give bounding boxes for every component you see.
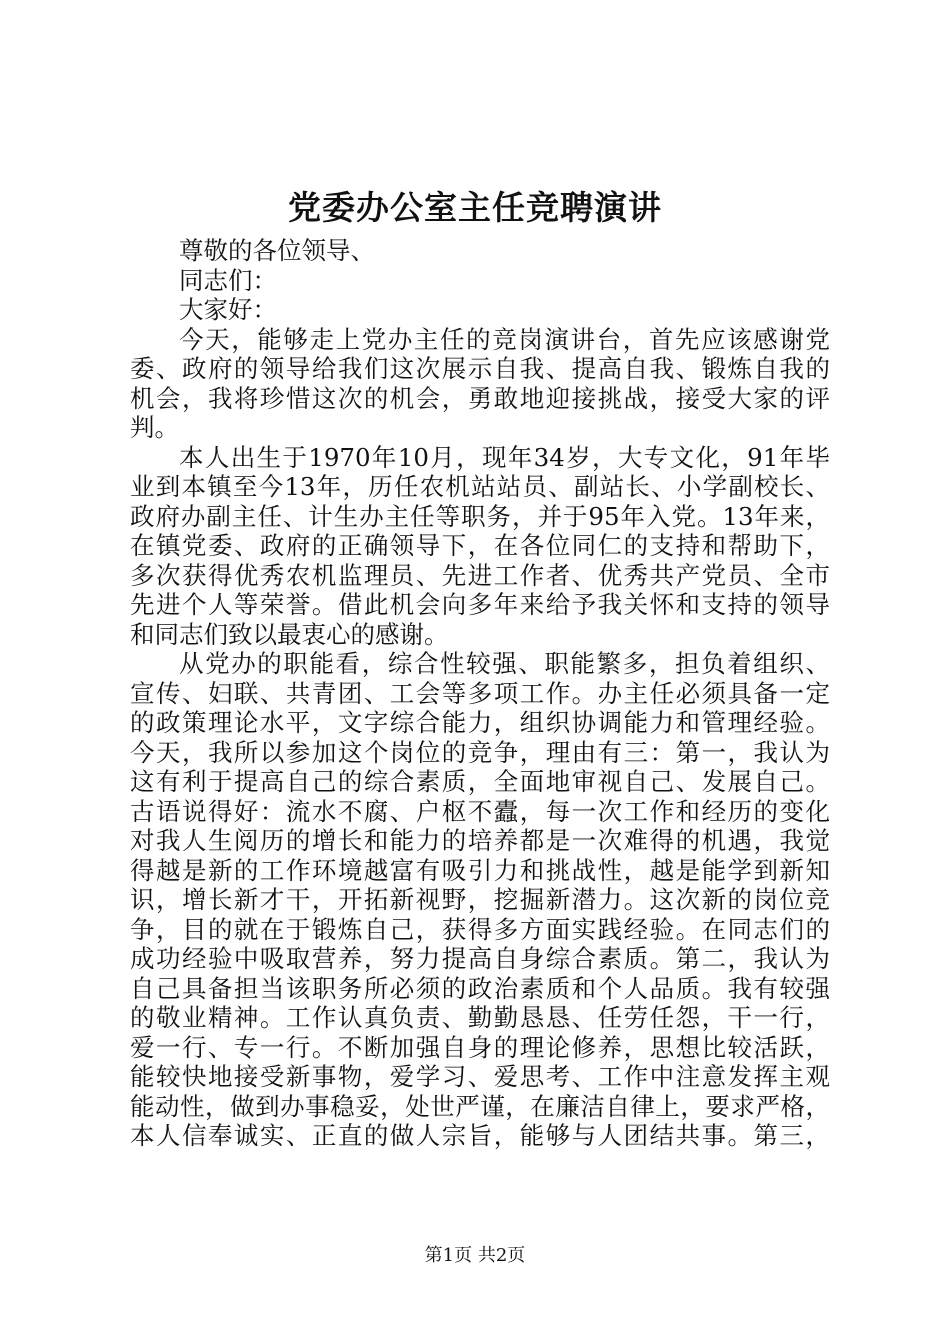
- paragraph-line: 识，增长新才干，开拓新视野，挖掘新潜力。这次新的岗位竞: [130, 885, 830, 914]
- paragraph-line: 本人出生于1970年10月，现年34岁，大专文化，91年毕: [179, 442, 830, 472]
- paragraph-line: 机会，我将珍惜这次的机会，勇敢地迎接挑战，接受大家的评: [130, 383, 830, 413]
- page-number-footer: 第1页 共2页: [424, 1245, 526, 1266]
- paragraph-line: 能动性，做到办事稳妥，处世严谨，在廉洁自律上，要求严格，: [130, 1091, 830, 1121]
- paragraph-line: 争，目的就在于锻炼自己，获得多方面实践经验。在同志们的: [130, 914, 830, 944]
- paragraph-line: 从党办的职能看，综合性较强、职能繁多，担负着组织、: [179, 649, 830, 678]
- paragraph-line: 政府办副主任、计生办主任等职务，并于95年入党。13年来，: [130, 501, 830, 531]
- salutation-line: 同志们：: [179, 265, 277, 295]
- paragraph-line: 的敬业精神。工作认真负责、勤勤恳恳、任劳任怨，干一行，: [130, 1003, 830, 1032]
- paragraph-line: 多次获得优秀农机监理员、先进工作者、优秀共产党员、全市: [130, 560, 830, 590]
- paragraph-line: 和同志们致以最衷心的感谢。: [130, 619, 449, 649]
- paragraph-line: 自己具备担当该职务所必须的政治素质和个人品质。我有较强: [130, 973, 830, 1003]
- document-body: [130, 236, 830, 1151]
- paragraph-line: 今天，能够走上党办主任的竞岗演讲台，首先应该感谢党: [179, 324, 830, 354]
- paragraph-line: 爱一行、专一行。不断加强自身的理论修养，思想比较活跃，: [130, 1032, 830, 1062]
- paragraph-line: 这有利于提高自己的综合素质，全面地审视自己、发展自己。: [130, 767, 830, 796]
- paragraph-line: 宣传、妇联、共青团、工会等多项工作。办主任必须具备一定: [130, 678, 830, 708]
- paragraph-line: 古语说得好：流水不腐、户枢不蠹，每一次工作和经历的变化: [130, 796, 830, 826]
- salutation-line: 尊敬的各位领导、: [179, 236, 375, 265]
- paragraph-line: 对我人生阅历的增长和能力的培养都是一次难得的机遇，我觉: [130, 826, 830, 855]
- paragraph-line: 得越是新的工作环境越富有吸引力和挑战性，越是能学到新知: [130, 855, 830, 885]
- paragraph-line: 能较快地接受新事物，爱学习、爱思考、工作中注意发挥主观: [130, 1062, 830, 1091]
- paragraph-line: 业到本镇至今13年，历任农机站站员、副站长、小学副校长、: [130, 472, 830, 501]
- paragraph-line: 判。: [130, 413, 179, 442]
- paragraph-line: 的政策理论水平，文字综合能力，组织协调能力和管理经验。: [130, 708, 830, 737]
- paragraph-line: 成功经验中吸取营养，努力提高自身综合素质。第二，我认为: [130, 944, 830, 973]
- paragraph-line: 委、政府的领导给我们这次展示自我、提高自我、锻炼自我的: [130, 354, 830, 383]
- greeting-line: 大家好：: [179, 295, 277, 324]
- paragraph-line: 本人信奉诚实、正直的做人宗旨，能够与人团结共事。第三，: [130, 1121, 830, 1150]
- paragraph-line: 今天，我所以参加这个岗位的竞争，理由有三：第一，我认为: [130, 737, 830, 767]
- document-title: 党委办公室主任竞聘演讲: [288, 188, 662, 227]
- paragraph-line: 先进个人等荣誉。借此机会向多年来给予我关怀和支持的领导: [130, 590, 830, 619]
- paragraph-line: 在镇党委、政府的正确领导下，在各位同仁的支持和帮助下，: [130, 531, 830, 560]
